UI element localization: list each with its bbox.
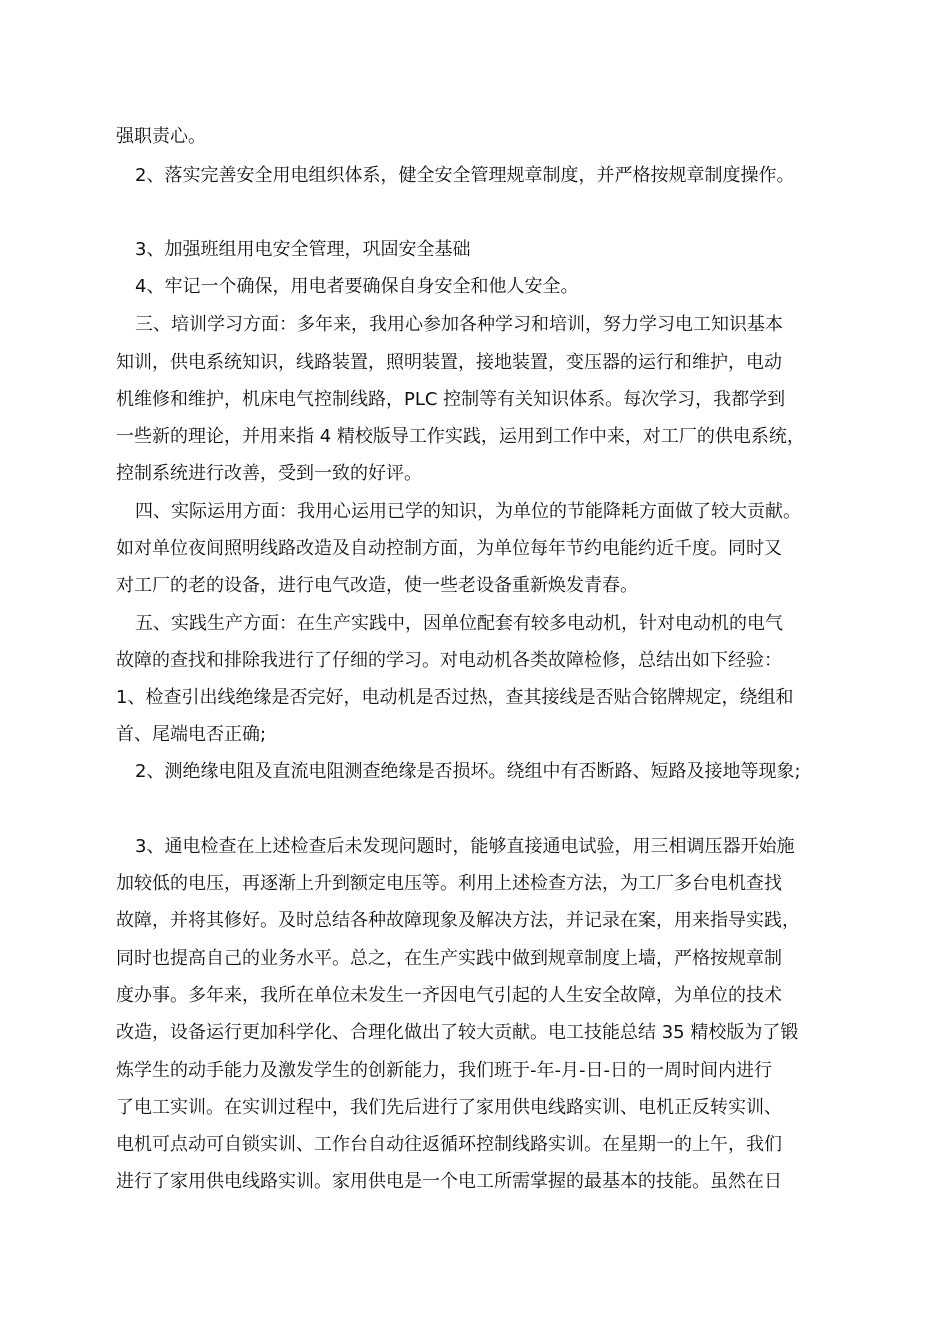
text-line: 如对单位夜间照明线路改造及自动控制方面，为单位每年节约电能约近千度。同时又 xyxy=(116,538,782,559)
text-line: 度办事。多年来，我所在单位未发生一齐因电气引起的人生安全故障，为单位的技术 xyxy=(116,985,782,1006)
text-line: 四、实际运用方面：我用心运用已学的知识，为单位的节能降耗方面做了较大贡献。 xyxy=(135,501,801,522)
text-line: 同时也提高自己的业务水平。总之，在生产实践中做到规章制度上墙，严格按规章制 xyxy=(116,948,782,969)
text-line: 2、落实完善安全用电组织体系，健全安全管理规章制度，并严格按规章制度操作。 xyxy=(135,165,795,186)
text-line: 进行了家用供电线路实训。家用供电是一个电工所需掌握的最基本的技能。虽然在日 xyxy=(116,1171,782,1192)
text-line: 一些新的理论，并用来指 4 精校版导工作实践，运用到工作中来，对工厂的供电系统， xyxy=(116,426,805,447)
text-line: 首、尾端电否正确; xyxy=(116,724,267,745)
text-line: 改造，设备运行更加科学化、合理化做出了较大贡献。电工技能总结 35 精校版为了锻 xyxy=(116,1022,799,1043)
text-line: 知训，供电系统知识，线路装置，照明装置，接地装置，变压器的运行和维护，电动 xyxy=(116,352,782,373)
text-line: 3、通电检查在上述检查后未发现问题时，能够直接通电试验，用三相调压器开始施 xyxy=(135,836,795,857)
text-line: 五、实践生产方面：在生产实践中，因单位配套有较多电动机，针对电动机的电气 xyxy=(135,613,783,634)
text-line: 加较低的电压，再逐渐上升到额定电压等。利用上述检查方法，为工厂多台电机查找 xyxy=(116,873,782,894)
text-line: 炼学生的动手能力及激发学生的创新能力，我们班于-年-月-日-日的一周时间内进行 xyxy=(116,1060,772,1081)
text-line: 2、测绝缘电阻及直流电阻测查绝缘是否损坏。绕组中有否断路、短路及接地等现象; xyxy=(135,761,801,782)
text-line: 1、检查引出线绝缘是否完好，电动机是否过热，查其接线是否贴合铭牌规定，绕组和 xyxy=(116,687,794,708)
text-line: 机维修和维护，机床电气控制线路，PLC 控制等有关知识体系。每次学习，我都学到 xyxy=(116,389,786,410)
text-line: 4、牢记一个确保，用电者要确保自身安全和他人安全。 xyxy=(135,276,579,297)
text-line: 故障的查找和排除我进行了仔细的学习。对电动机各类故障检修，总结出如下经验： xyxy=(116,650,782,671)
text-line: 三、培训学习方面：多年来，我用心参加各种学习和培训，努力学习电工知识基本 xyxy=(135,314,783,335)
text-line: 电机可点动可自锁实训、工作台自动往返循环控制线路实训。在星期一的上午，我们 xyxy=(116,1134,782,1155)
text-line: 了电工实训。在实训过程中，我们先后进行了家用供电线路实训、电机正反转实训、 xyxy=(116,1097,782,1118)
text-line: 控制系统进行改善，受到一致的好评。 xyxy=(116,463,422,484)
text-line: 3、加强班组用电安全管理，巩固安全基础 xyxy=(135,239,471,260)
text-line: 故障，并将其修好。及时总结各种故障现象及解决方法，并记录在案，用来指导实践， xyxy=(116,910,800,931)
text-line: 强职责心。 xyxy=(116,126,206,147)
text-line: 对工厂的老的设备，进行电气改造，使一些老设备重新焕发青春。 xyxy=(116,575,638,596)
